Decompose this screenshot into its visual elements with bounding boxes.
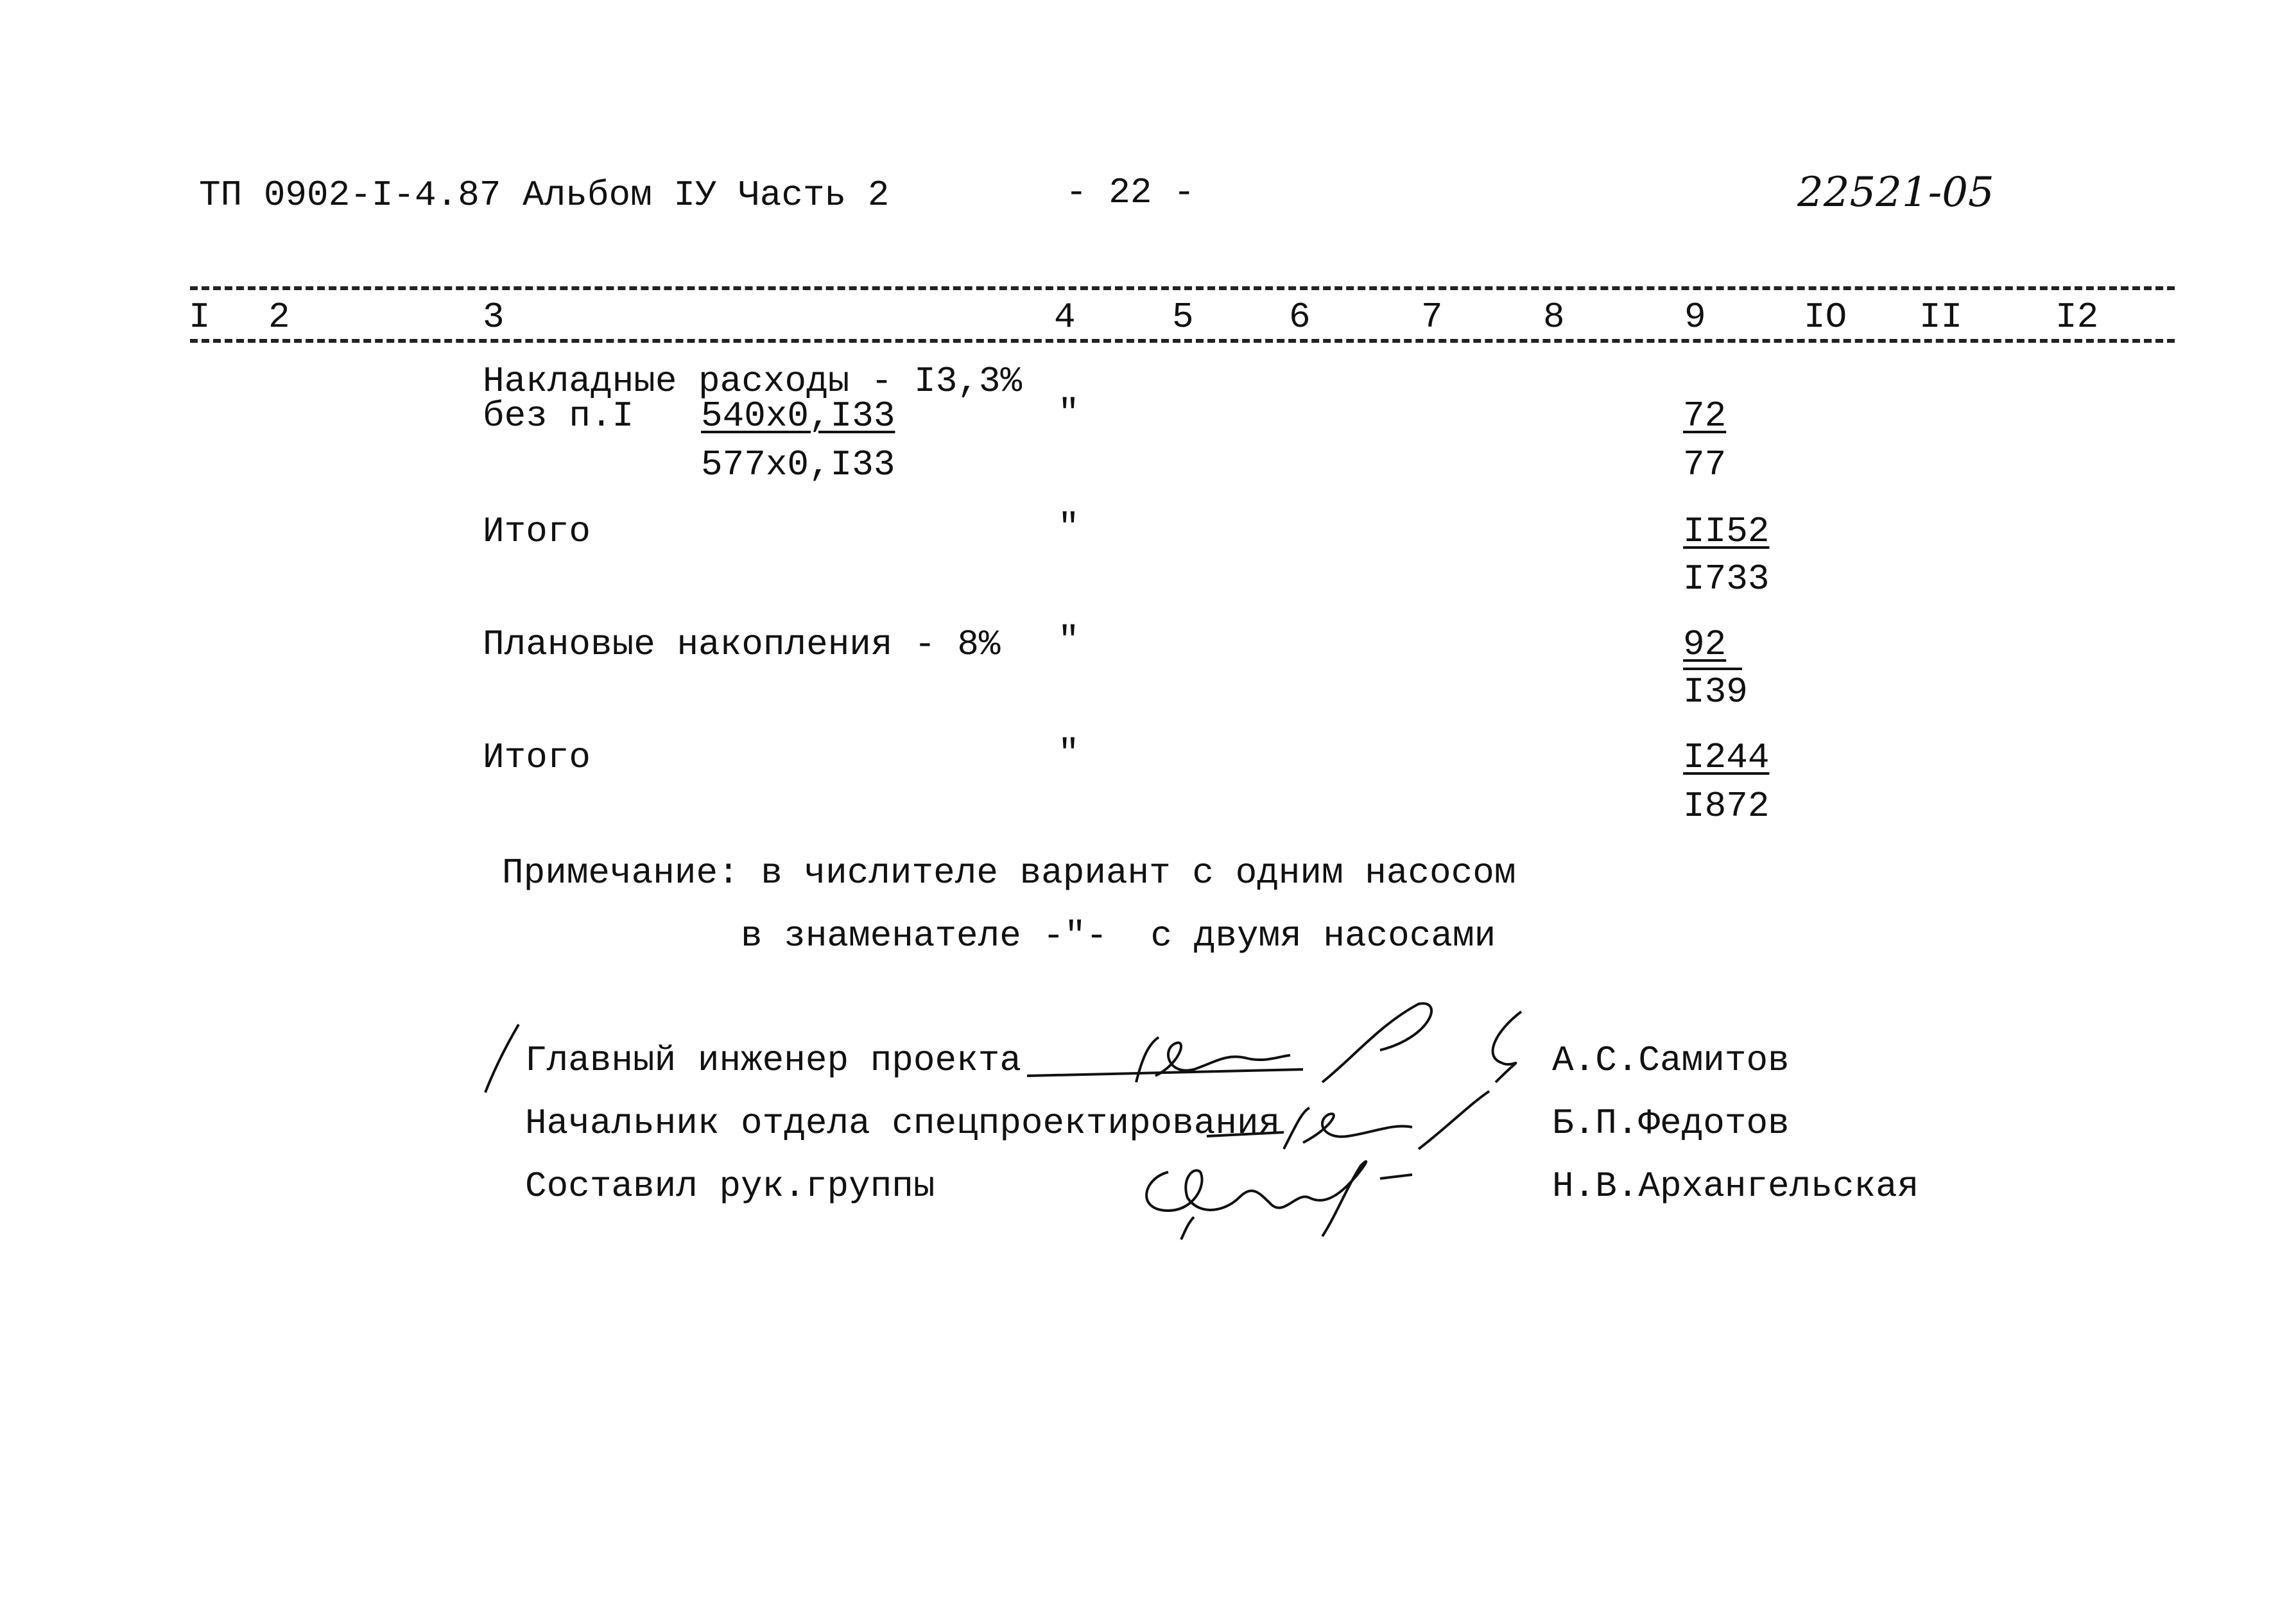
row-total-label: Итого — [483, 737, 591, 778]
archive-number: 22521-05 — [1797, 169, 1994, 216]
row-subtotal-numerator: II52 — [1683, 511, 1770, 552]
handwritten-signature-1 — [1021, 999, 1534, 1095]
row-savings-numerator: 92 — [1683, 624, 1727, 665]
row-savings-denominator: I39 — [1683, 671, 1748, 713]
row-savings-fraction-bar — [1683, 668, 1742, 670]
row-savings-unit: " — [1058, 620, 1080, 661]
row-overhead-denominator: 77 — [1683, 444, 1727, 485]
row-overhead-basis: без п.I — [483, 395, 634, 436]
row-total-unit: " — [1058, 733, 1080, 774]
note-line-1: Примечание: в числителе вариант с одним насосом — [502, 852, 1516, 894]
row-subtotal-unit: " — [1058, 507, 1080, 548]
note-line-2: в знаменателе -"- с двумя насосами — [741, 915, 1496, 956]
row-overhead-calc-numerator: 540х0,I33 — [701, 395, 895, 436]
col-header-9: 9 — [1684, 297, 1706, 338]
signatory-role-dept-head: Начальник отдела спецпроектирования — [525, 1103, 1281, 1144]
col-header-2: 2 — [268, 297, 290, 338]
row-overhead-numerator: 72 — [1683, 395, 1727, 436]
row-savings-label: Плановые накопления - 8% — [483, 624, 1001, 665]
col-header-8: 8 — [1543, 297, 1565, 338]
row-overhead-calc-denominator: 577х0,I33 — [701, 444, 895, 485]
col-header-5: 5 — [1172, 297, 1194, 338]
col-header-12: I2 — [2055, 297, 2099, 338]
column-header-top-rule — [190, 286, 2175, 290]
col-header-3: 3 — [483, 297, 505, 338]
row-overhead-unit: " — [1058, 393, 1080, 434]
doc-reference: ТП 0902-I-4.87 Альбом IУ Часть 2 — [199, 175, 890, 216]
col-header-11: II — [1919, 297, 1963, 338]
row-subtotal-label: Итого — [483, 511, 591, 552]
signatory-role-chief-engineer: Главный инженер проекта — [525, 1040, 1021, 1081]
column-header-bottom-rule — [190, 339, 2175, 343]
row-overhead-label: Накладные расходы - I3,3% — [483, 361, 1023, 402]
signatory-name-dept-head: Б.П.Федотов — [1552, 1103, 1790, 1144]
col-header-4: 4 — [1054, 297, 1076, 338]
signatory-role-compiler: Составил рук.группы — [525, 1166, 935, 1207]
col-header-10: IO — [1804, 297, 1847, 338]
handwritten-signature-2 — [1207, 1085, 1515, 1155]
page-number: - 22 - — [1066, 172, 1195, 213]
signatory-name-compiler: Н.В.Архангельская — [1552, 1166, 1919, 1207]
col-header-7: 7 — [1421, 297, 1443, 338]
signatory-name-chief-engineer: А.С.Самитов — [1552, 1040, 1790, 1081]
handwritten-signature-3 — [1130, 1146, 1438, 1243]
row-total-numerator: I244 — [1683, 737, 1770, 778]
margin-mark — [480, 1021, 531, 1098]
row-subtotal-denominator: I733 — [1683, 558, 1770, 600]
col-header-1: I — [189, 297, 211, 338]
col-header-6: 6 — [1289, 297, 1311, 338]
row-total-denominator: I872 — [1683, 786, 1770, 827]
